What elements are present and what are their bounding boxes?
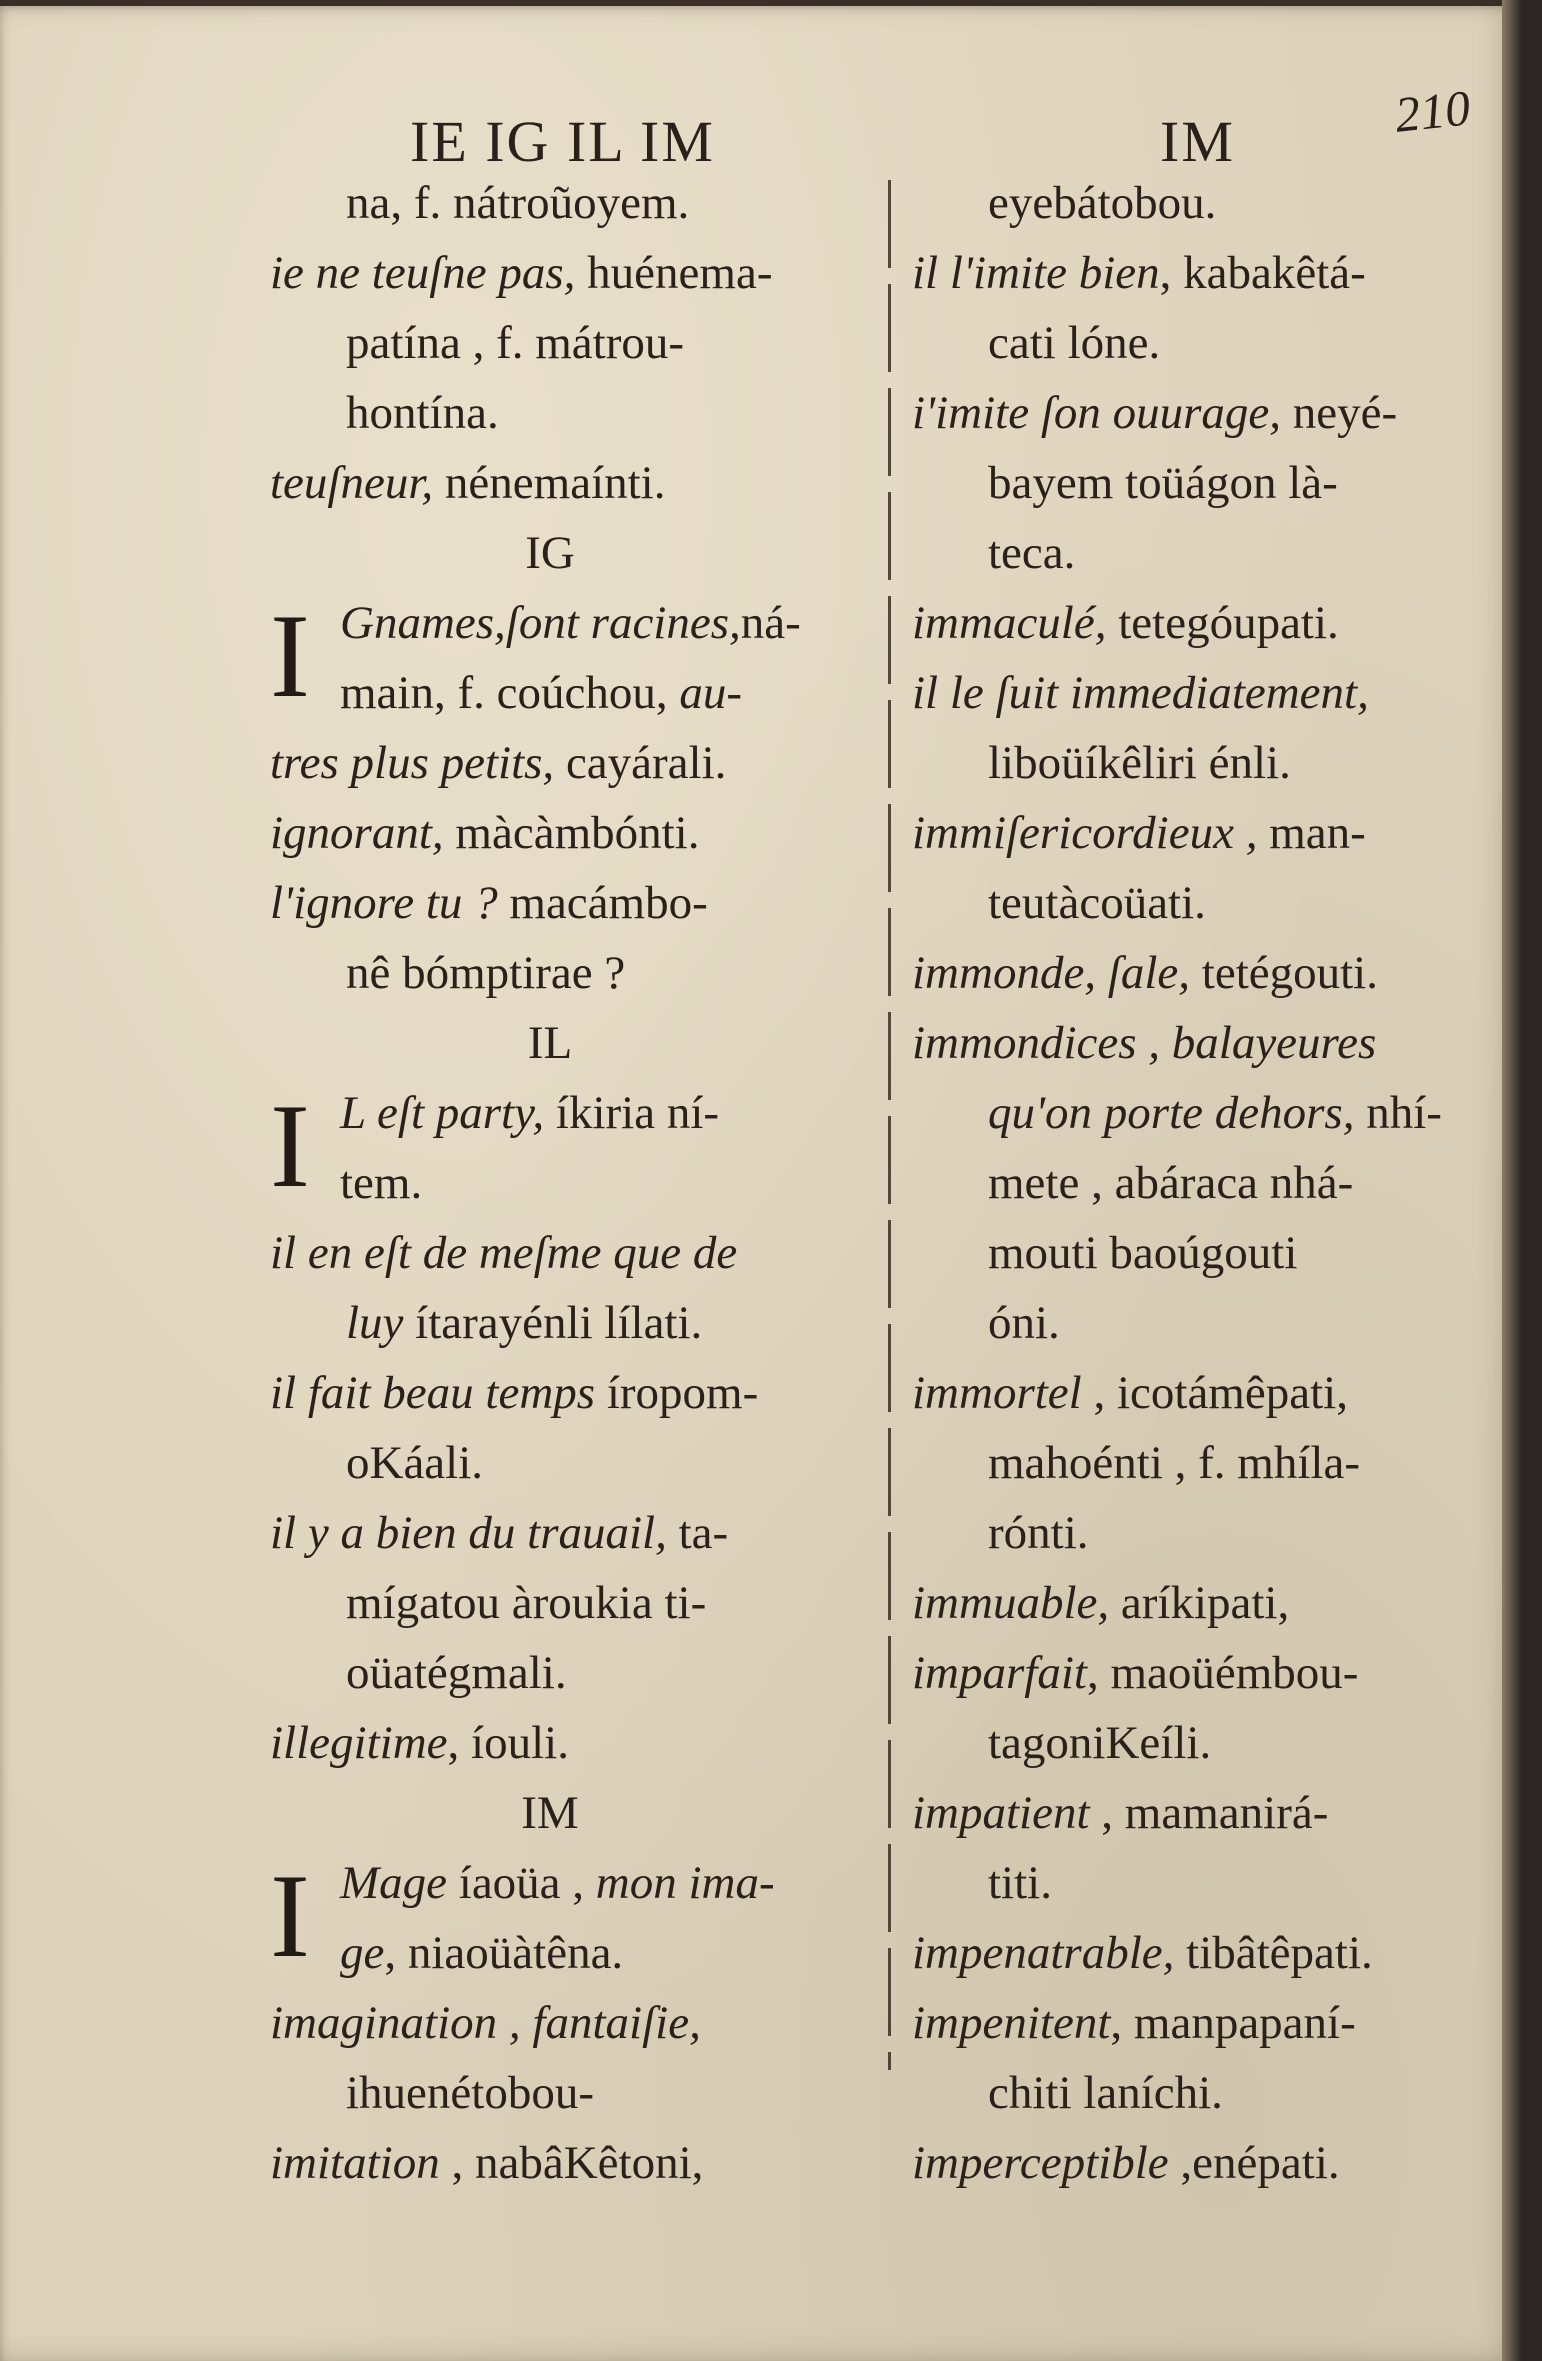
entry-line bbox=[912, 868, 1472, 938]
carib-translation: màcàmbónti. bbox=[443, 807, 700, 859]
entry-text: tagoniKeíli. bbox=[988, 1717, 1212, 1769]
entry-line bbox=[912, 938, 1472, 1008]
entry-line bbox=[912, 1148, 1472, 1218]
entry-text: titi. bbox=[988, 1857, 1052, 1909]
french-headword: impenitent bbox=[912, 1997, 1111, 2049]
entry-line bbox=[270, 1708, 870, 1778]
french-headword: imparfait bbox=[912, 1647, 1087, 1699]
french-headword: immondices , balayeures bbox=[912, 1017, 1377, 1069]
carib-translation: neyé- bbox=[1281, 387, 1398, 439]
carib-translation: , nabâKêtoni, bbox=[439, 2137, 704, 2189]
french-headword: ie ne teuſne pas, bbox=[270, 247, 576, 299]
carib-translation: tetégouti. bbox=[1190, 947, 1378, 999]
entry-line bbox=[270, 1218, 870, 1288]
entry-text: hontína. bbox=[346, 387, 499, 439]
carib-translation: huénema- bbox=[575, 247, 773, 299]
entry-text: mígatou àroukia ti- bbox=[346, 1577, 707, 1629]
entry-text: mahoénti , f. mhíla- bbox=[988, 1437, 1360, 1489]
page-number: 210 bbox=[1392, 79, 1473, 143]
entry-line bbox=[912, 728, 1472, 798]
drop-cap-lines bbox=[340, 1078, 719, 1218]
drop-cap-lines bbox=[340, 588, 801, 728]
carib-translation: , manpapaní- bbox=[1110, 1997, 1356, 2049]
carib-translation: man- bbox=[1257, 807, 1366, 859]
french-headword: L eſt party, bbox=[340, 1087, 545, 1139]
carib-translation: , niaoüàtêna. bbox=[384, 1927, 624, 1979]
carib-translation: ta- bbox=[666, 1507, 729, 1559]
entry-line bbox=[270, 238, 870, 308]
entry-text: mete , abáraca nhá- bbox=[988, 1157, 1354, 1209]
entry-line bbox=[912, 1358, 1472, 1428]
french-headword: Gnames,ſont racines, bbox=[340, 597, 741, 649]
carib-translation: cayárali. bbox=[554, 737, 727, 789]
entry-line bbox=[270, 1988, 870, 2058]
carib-translation: íropom- bbox=[595, 1367, 759, 1419]
entry-im-block bbox=[270, 1848, 870, 1988]
entry-il-block bbox=[270, 1078, 870, 1218]
entry-line bbox=[912, 588, 1472, 658]
entry-line bbox=[912, 658, 1472, 728]
entry-line bbox=[270, 2058, 870, 2128]
entry-line bbox=[912, 1078, 1472, 1148]
carib-translation: , mamanirá- bbox=[1089, 1787, 1329, 1839]
entry-line bbox=[912, 448, 1472, 518]
french-headword: mon ima- bbox=[595, 1857, 775, 1909]
carib-translation: nhí- bbox=[1354, 1087, 1442, 1139]
french-headword: il en eſt de meſme que de bbox=[270, 1227, 738, 1279]
carib-translation: , kabakêtá- bbox=[1159, 247, 1366, 299]
entry-line bbox=[270, 798, 870, 868]
french-headword: impatient bbox=[912, 1787, 1090, 1839]
right-column bbox=[912, 168, 1472, 2198]
entry-text: chiti laníchi. bbox=[988, 2067, 1223, 2119]
entry-text: na, f. nátroũoyem. bbox=[346, 177, 690, 229]
entry-text: bayem toüágon là- bbox=[988, 457, 1338, 509]
carib-translation: macámbo- bbox=[497, 877, 708, 929]
entry-line bbox=[270, 308, 870, 378]
french-headword: luy bbox=[346, 1297, 404, 1349]
entry-line bbox=[912, 308, 1472, 378]
entry-line bbox=[270, 1498, 870, 1568]
drop-cap-lines bbox=[340, 1848, 775, 1988]
entry-text: teutàcoüati. bbox=[988, 877, 1206, 929]
entry-line bbox=[270, 1568, 870, 1638]
entry-line bbox=[270, 448, 870, 518]
entry-line bbox=[270, 1358, 870, 1428]
carib-translation: , íouli. bbox=[447, 1717, 569, 1769]
entry-ig-block bbox=[270, 588, 870, 728]
french-headword: immuable, bbox=[912, 1577, 1110, 1629]
entry-text: cati lóne. bbox=[988, 317, 1161, 369]
drop-cap-initial: I bbox=[270, 1849, 310, 1982]
french-headword: impenatrable, bbox=[912, 1927, 1175, 1979]
entry-text: liboüíkêliri énli. bbox=[988, 737, 1291, 789]
carib-translation: , maoüémbou- bbox=[1086, 1647, 1359, 1699]
french-headword: tres plus petits, bbox=[270, 737, 555, 789]
french-headword: il l'imite bien bbox=[912, 247, 1160, 299]
entry-line bbox=[270, 938, 870, 1008]
entry-line bbox=[912, 518, 1472, 588]
carib-translation: ná- bbox=[740, 597, 801, 649]
entry-line bbox=[270, 1428, 870, 1498]
entry-line bbox=[912, 2128, 1472, 2198]
entry-text: óni. bbox=[988, 1297, 1060, 1349]
entry-line bbox=[912, 1708, 1472, 1778]
column-divider bbox=[888, 180, 891, 2070]
french-headword: l'ignore tu ? bbox=[270, 877, 498, 929]
entry-line bbox=[912, 1218, 1472, 1288]
drop-cap-initial: I bbox=[270, 1079, 310, 1212]
entry-text: mouti baoúgouti bbox=[988, 1227, 1298, 1279]
french-headword: imitation bbox=[270, 2137, 440, 2189]
entry-line bbox=[912, 1988, 1472, 2058]
left-column bbox=[270, 168, 870, 2198]
french-headword: ignorant, bbox=[270, 807, 444, 859]
page-fore-edge bbox=[1502, 0, 1522, 2361]
french-headword: immonde, ſale, bbox=[912, 947, 1191, 999]
page-top-edge bbox=[0, 0, 1522, 6]
carib-translation: ítarayénli lílati. bbox=[403, 1297, 703, 1349]
entry-text: oüatégmali. bbox=[346, 1647, 567, 1699]
entry-text: patína , f. mátrou- bbox=[346, 317, 685, 369]
french-headword: immiſericordieux , bbox=[912, 807, 1258, 859]
section-heading-im: IM bbox=[521, 1787, 579, 1839]
entry-line bbox=[912, 798, 1472, 868]
carib-translation: íkiria ní- bbox=[544, 1087, 720, 1139]
entry-line bbox=[912, 168, 1472, 238]
carib-translation: tem. bbox=[340, 1157, 423, 1209]
french-headword: imagination , fantaiſie, bbox=[270, 1997, 701, 2049]
entry-line bbox=[270, 378, 870, 448]
entry-line bbox=[912, 378, 1472, 448]
french-headword: il fait beau temps bbox=[270, 1367, 596, 1419]
entry-line bbox=[912, 1498, 1472, 1568]
french-headword: i'imite ſon ouurage, bbox=[912, 387, 1282, 439]
entry-text: ihuenétobou- bbox=[346, 2067, 594, 2119]
carib-translation: nénemaínti. bbox=[433, 457, 666, 509]
carib-translation: íaoüa , bbox=[447, 1857, 596, 1909]
carib-translation: ,enépati. bbox=[1168, 2137, 1340, 2189]
carib-translation: , icotámêpati, bbox=[1081, 1367, 1348, 1419]
entry-line bbox=[912, 238, 1472, 308]
entry-line bbox=[270, 728, 870, 798]
entry-line bbox=[912, 1428, 1472, 1498]
drop-cap-initial: I bbox=[270, 589, 310, 722]
french-headword: teuſneur, bbox=[270, 457, 434, 509]
french-headword: imperceptible bbox=[912, 2137, 1169, 2189]
entry-line bbox=[912, 1008, 1472, 1078]
entry-text: eyebátobou. bbox=[988, 177, 1217, 229]
entry-line bbox=[270, 1288, 870, 1358]
entry-text: oKáali. bbox=[346, 1437, 484, 1489]
french-headword: Mage bbox=[340, 1857, 448, 1909]
entry-line bbox=[270, 168, 870, 238]
entry-text: teca. bbox=[988, 527, 1076, 579]
french-headword: immaculé, bbox=[912, 597, 1107, 649]
entry-line bbox=[912, 1568, 1472, 1638]
section-heading-ig: IG bbox=[525, 527, 575, 579]
entry-line bbox=[912, 2058, 1472, 2128]
french-headword: qu'on porte dehors, bbox=[988, 1087, 1355, 1139]
french-headword: au- bbox=[679, 667, 743, 719]
entry-line bbox=[912, 1918, 1472, 1988]
running-head-left: IE IG IL IM bbox=[410, 109, 715, 174]
french-headword: illegitime bbox=[270, 1717, 448, 1769]
french-headword: il le ſuit immediatement, bbox=[912, 667, 1369, 719]
entry-line bbox=[270, 1638, 870, 1708]
entry-line bbox=[912, 1638, 1472, 1708]
entry-line bbox=[912, 1778, 1472, 1848]
carib-translation: tetegóupati. bbox=[1106, 597, 1339, 649]
french-headword: il y a bien du trauail, bbox=[270, 1507, 667, 1559]
running-head-right: IM bbox=[1160, 109, 1235, 174]
entry-text: nê bómptirae ? bbox=[346, 947, 626, 999]
entry-text: rónti. bbox=[988, 1507, 1089, 1559]
entry-line bbox=[912, 1848, 1472, 1918]
entry-line bbox=[912, 1288, 1472, 1358]
french-headword: ge bbox=[340, 1927, 385, 1979]
carib-translation: aríkipati, bbox=[1109, 1577, 1290, 1629]
entry-line bbox=[270, 868, 870, 938]
carib-translation: main, f. coúchou, bbox=[340, 667, 680, 719]
entry-line bbox=[270, 2128, 870, 2198]
french-headword: immortel bbox=[912, 1367, 1082, 1419]
carib-translation: tibâtêpati. bbox=[1174, 1927, 1373, 1979]
section-heading-il: IL bbox=[527, 1017, 573, 1069]
